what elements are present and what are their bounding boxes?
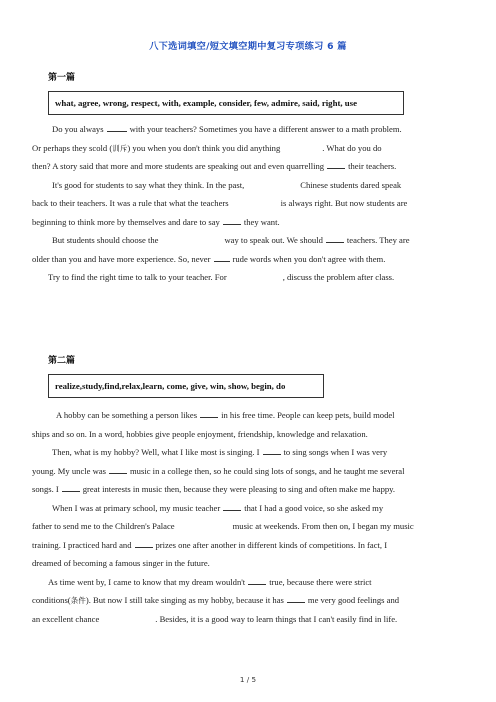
passage-line: Try to find the right time to talk to your teacher. For , discuss the problem after class.: [48, 272, 395, 282]
passage-line: beginning to think more by themselves and dare to say they want.: [32, 216, 280, 227]
answer-blank[interactable]: [263, 445, 281, 455]
passage-line: father to send me to the Children's Palace music at weekends. From then on, I began my music: [32, 521, 414, 531]
passage-line: conditions(条件). But now I still take singing as my hobby, because it has me very good feelings and: [32, 595, 400, 605]
answer-blank[interactable]: [62, 482, 80, 492]
passage-line: Then, what is my hobby? Well, what I like most is singing. I to sing songs when I was very: [52, 447, 388, 457]
passage-line: songs. I great interests in music then, because they were pleasing to sing and often make me happy.: [32, 484, 396, 494]
passage-line: Do you always with your teachers? Sometimes you have a different answer to a math problem.: [52, 124, 402, 134]
answer-blank[interactable]: [109, 464, 127, 474]
passage-line: dreamed of becoming a famous singer in the future.: [32, 558, 210, 568]
passage-line: an excellent chance . Besides, it is a good way to learn things that I can't easily find in life.: [32, 613, 398, 624]
passage-line: then? A story said that more and more students are speaking out and even quarrelling their teachers.: [32, 161, 397, 171]
passage-line: It's good for students to say what they think. In the past, Chinese students dared speak: [52, 179, 402, 190]
section-2-word-box: realize,study,find,relax,learn, come, give, win, show, begin, do: [48, 374, 324, 398]
passage-line: training. I practiced hard and prizes one after another in different kinds of competitions. In fact, I: [32, 539, 388, 550]
answer-blank[interactable]: [223, 215, 241, 225]
passage-line: Or perhaps they scold (训斥) you when you don't think you did anything . What do you do: [32, 142, 382, 153]
section-1-word-box: what, agree, wrong, respect, with, example, consider, few, admire, said, right, use: [48, 91, 404, 115]
answer-blank[interactable]: [326, 233, 344, 243]
page-number: 1 / 5: [239, 675, 257, 684]
page-title: 八下选词填空/短文填空期中复习专项练习 6 篇: [149, 41, 347, 52]
answer-blank[interactable]: [287, 593, 305, 603]
passage-line: young. My uncle was music in a college then, so he could sing lots of songs, and he taught me several: [32, 465, 405, 476]
passage-line: But students should choose the way to speak out. We should teachers. They are: [52, 235, 410, 245]
answer-blank[interactable]: [248, 575, 266, 585]
section-1-heading: 第一篇: [48, 73, 76, 83]
section-2-heading: 第二篇: [48, 356, 76, 366]
answer-blank[interactable]: [200, 408, 218, 418]
section-2-passage: [32, 406, 466, 628]
answer-blank[interactable]: [223, 501, 241, 511]
section-1-passage: [32, 120, 466, 287]
passage-line: ships and so on. In a word, hobbies give people enjoyment, friendship, knowledge and relaxation.: [32, 428, 368, 439]
passage-line: A hobby can be something a person likes in his free time. People can keep pets, build model: [56, 410, 395, 420]
answer-blank[interactable]: [135, 538, 153, 548]
passage-line: back to their teachers. It was a rule that what the teachers is always right. But now students are: [32, 198, 408, 208]
answer-blank[interactable]: [107, 122, 127, 132]
passage-line: As time went by, I came to know that my dream wouldn't true, because there were strict: [48, 576, 372, 587]
passage-line: older than you and have more experience. So, never rude words when you don't agree with them.: [32, 253, 386, 264]
passage-line: When I was at primary school, my music teacher that I had a good voice, so she asked my: [52, 502, 384, 513]
answer-blank[interactable]: [327, 159, 345, 169]
answer-blank[interactable]: [214, 252, 230, 262]
